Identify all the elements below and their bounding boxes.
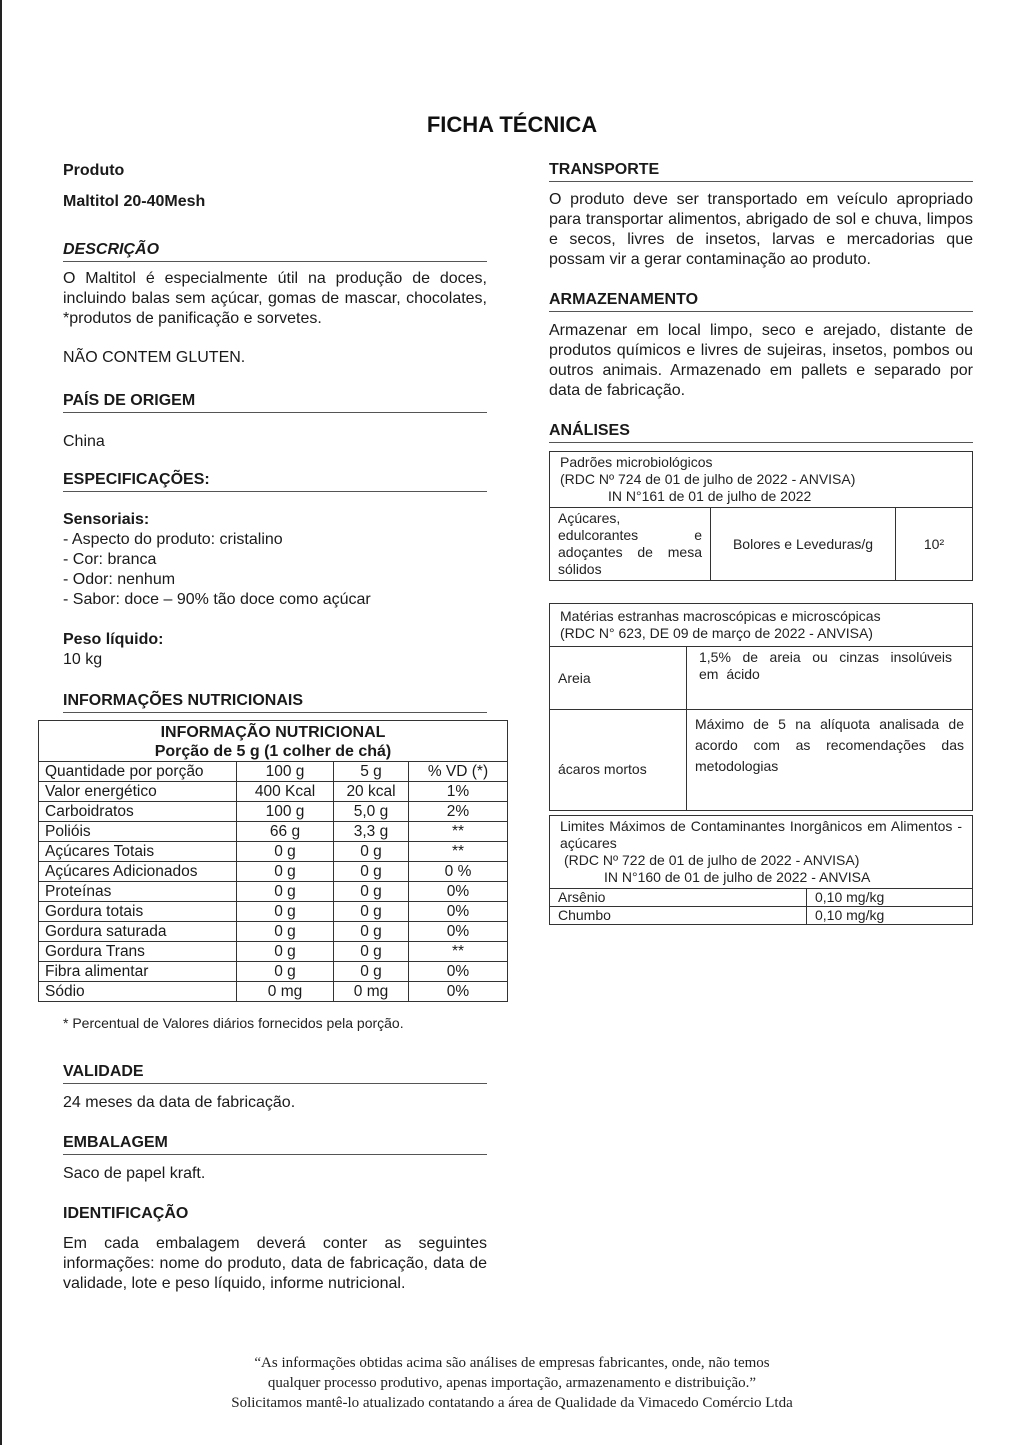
contaminante-name: Arsênio (550, 889, 807, 907)
value-100g: 0 g (237, 842, 334, 862)
nutrition-row (39, 902, 508, 922)
daily-value: 0% (409, 902, 508, 922)
materias-header (550, 604, 973, 647)
materias-row (550, 710, 973, 811)
sensorial-item: - Odor: nenhum (63, 571, 176, 588)
nutrient-name: Fibra alimentar (39, 962, 237, 982)
micro-limit: 10² (896, 508, 973, 581)
identificacao-section (63, 1204, 487, 1294)
nutrient-name: Sódio (39, 982, 237, 1002)
nutrient-name: Açúcares Totais (39, 842, 237, 862)
descricao-section (63, 241, 487, 368)
page-left-edge (0, 0, 2, 1445)
nutrient-name: Valor energético (39, 782, 237, 802)
footer-line: qualquer processo produtivo, apenas importação, armazenamento e distribuição.” (267, 1375, 757, 1391)
descricao-text: O Maltitol é especialmente útil na produção de doces, incluindo balas sem açúcar, gomas de mascar, chocolates, *produtos de panificação e sorvetes. (63, 270, 487, 327)
descricao-heading: DESCRIÇÃO (63, 241, 487, 262)
micro-parameter: Bolores e Leveduras/g (711, 508, 896, 581)
validade-heading: VALIDADE (63, 1063, 487, 1084)
column-header: Quantidade por porção (39, 762, 237, 782)
nutrition-row (39, 962, 508, 982)
contaminantes-header-line: Limites Máximos de Contaminantes Inorgânicos em Alimentos - açúcares (560, 818, 962, 851)
nutrient-name: Carboidratos (39, 802, 237, 822)
value-portion: 0 g (334, 902, 409, 922)
value-100g: 400 Kcal (237, 782, 334, 802)
value-portion: 5,0 g (334, 802, 409, 822)
nutrition-portion: Porção de 5 g (1 colher de chá) (154, 743, 392, 760)
nutrition-row (39, 842, 508, 862)
daily-value: 0% (409, 882, 508, 902)
value-100g: 0 mg (237, 982, 334, 1002)
nutricionais-section (63, 692, 487, 713)
materias-item: Areia (550, 647, 687, 710)
value-portion: 3,3 g (334, 822, 409, 842)
micro-table (549, 451, 973, 581)
nutrition-columns-row (39, 762, 508, 782)
value-100g: 0 g (237, 882, 334, 902)
value-100g: 100 g (237, 802, 334, 822)
sensorial-item: - Sabor: doce – 90% tão doce como açúcar (63, 591, 371, 608)
micro-header-line: IN N°161 de 01 de julho de 2022 (608, 488, 812, 504)
peso-label: Peso líquido: (63, 631, 164, 648)
column-header: 100 g (237, 762, 334, 782)
micro-row (550, 508, 973, 581)
nutrition-row (39, 982, 508, 1002)
nutrition-row (39, 882, 508, 902)
sensorial-item: - Cor: branca (63, 551, 157, 568)
sensoriais-label: Sensoriais: (63, 511, 150, 528)
materias-row (550, 647, 973, 710)
footer-line: “As informações obtidas acima são análises de empresas fabricantes, onde, não temos (254, 1355, 770, 1371)
daily-value: 0% (409, 982, 508, 1002)
materias-table (549, 603, 973, 811)
contaminantes-header-line: (RDC Nº 722 de 01 de julho de 2022 - ANVISA) (564, 852, 860, 868)
daily-value: ** (409, 822, 508, 842)
nutrition-row (39, 922, 508, 942)
nutrition-title-cell (39, 721, 508, 762)
especificacoes-section (63, 471, 487, 670)
nutrient-name: Gordura saturada (39, 922, 237, 942)
column-header: % VD (*) (409, 762, 508, 782)
page-title: FICHA TÉCNICA (426, 112, 598, 137)
transporte-text: O produto deve ser transportado em veículo apropriado para transportar alimentos, abrigado de sol e chuva, limpos e secos, livres de insetos, larvas e mercadorias que possam vir a gerar contaminação ao produto. (549, 191, 973, 268)
transporte-section (549, 161, 973, 270)
value-100g: 66 g (237, 822, 334, 842)
embalagem-text: Saco de papel kraft. (63, 1165, 206, 1182)
daily-value: 1% (409, 782, 508, 802)
column-header: 5 g (334, 762, 409, 782)
daily-value: 2% (409, 802, 508, 822)
footer-disclaimer (0, 1353, 1024, 1413)
nutrition-row (39, 782, 508, 802)
micro-header-line: Padrões microbiológicos (560, 454, 713, 470)
micro-header-line: (RDC Nº 724 de 01 de julho de 2022 - ANVISA) (560, 471, 856, 487)
analises-section (549, 422, 973, 443)
contaminante-limit: 0,10 mg/kg (807, 889, 973, 907)
nutrient-name: Açúcares Adicionados (39, 862, 237, 882)
contaminantes-header-row (550, 816, 973, 889)
armazenamento-heading: ARMAZENAMENTO (549, 291, 973, 312)
daily-value: ** (409, 942, 508, 962)
origem-text: China (63, 433, 105, 450)
gluten-note: NÃO CONTEM GLUTEN. (63, 349, 246, 366)
sensorial-item: - Aspecto do produto: cristalino (63, 531, 283, 548)
value-portion: 0 g (334, 962, 409, 982)
contaminante-limit: 0,10 mg/kg (807, 907, 973, 925)
nutrition-title: INFORMAÇÃO NUTRICIONAL (160, 724, 386, 741)
nutrition-row (39, 942, 508, 962)
nutrition-row (39, 802, 508, 822)
daily-value: 0% (409, 922, 508, 942)
value-100g: 0 g (237, 962, 334, 982)
value-100g: 0 g (237, 922, 334, 942)
identificacao-text: Em cada embalagem deverá conter as seguintes informações: nome do produto, data de fabricação, data de validade, lote e peso líquido, informe nutricional. (63, 1235, 487, 1292)
origem-heading: PAÍS DE ORIGEM (63, 392, 487, 413)
contaminante-name: Chumbo (550, 907, 807, 925)
nutrient-name: Gordura Trans (39, 942, 237, 962)
validade-text: 24 meses da data de fabricação. (63, 1094, 296, 1111)
nutrition-row (39, 862, 508, 882)
value-portion: 20 kcal (334, 782, 409, 802)
analises-heading: ANÁLISES (549, 422, 973, 443)
nutrition-table (38, 720, 508, 1002)
contaminantes-table (549, 815, 973, 925)
armazenamento-text: Armazenar em local limpo, seco e arejado, distante de produtos químicos e livres de sujeiras, insetos, pombos ou outros animais. Armazenado em pallets e separado por data de fabricação. (549, 322, 973, 399)
nutrition-row (39, 822, 508, 842)
transporte-heading: TRANSPORTE (549, 161, 973, 182)
contaminantes-row (550, 907, 973, 925)
value-portion: 0 g (334, 842, 409, 862)
materias-item: ácaros mortos (550, 710, 687, 811)
nutricionais-heading: INFORMAÇÕES NUTRICIONAIS (63, 692, 487, 713)
peso-value: 10 kg (63, 651, 103, 668)
value-100g: 0 g (237, 862, 334, 882)
armazenamento-section (549, 291, 973, 401)
value-portion: 0 mg (334, 982, 409, 1002)
value-portion: 0 g (334, 922, 409, 942)
product-name: Maltitol 20-40Mesh (63, 193, 206, 210)
nutrition-header-row (39, 721, 508, 762)
embalagem-section (63, 1134, 487, 1184)
nutrition-body (39, 782, 508, 1002)
materias-limit: Máximo de 5 na alíquota analisada de acordo com as recomendações das metodologias (687, 710, 973, 811)
materias-limit: 1,5% de areia ou cinzas insolúveis em ácido (687, 647, 973, 710)
value-100g: 0 g (237, 942, 334, 962)
identificacao-heading: IDENTIFICAÇÃO (63, 1205, 189, 1222)
footer-line: Solicitamos mantê-lo atualizado contatando a área de Qualidade da Vimacedo Comércio Ltda (231, 1395, 793, 1411)
origem-section (63, 392, 487, 452)
contaminantes-header-line: IN N°160 de 01 de julho de 2022 - ANVISA (604, 869, 871, 885)
materias-header-row (550, 604, 973, 647)
daily-value: 0% (409, 962, 508, 982)
nutrient-name: Proteínas (39, 882, 237, 902)
validade-section (63, 1063, 487, 1113)
value-100g: 0 g (237, 902, 334, 922)
contaminantes-row (550, 889, 973, 907)
daily-value: 0 % (409, 862, 508, 882)
nutrition-footnote: * Percentual de Valores diários fornecidos pela porção. (63, 1015, 404, 1031)
value-portion: 0 g (334, 942, 409, 962)
micro-category: Açúcares, edulcorantes e adoçantes de mesa sólidos (550, 508, 711, 581)
contaminantes-header (550, 816, 973, 889)
especificacoes-heading: ESPECIFICAÇÕES: (63, 471, 487, 492)
materias-header-line: (RDC N° 623, DE 09 de março de 2022 - ANVISA) (560, 625, 873, 641)
micro-header-row (550, 452, 973, 508)
product-label: Produto (63, 162, 125, 179)
embalagem-heading: EMBALAGEM (63, 1134, 487, 1155)
nutrient-name: Polióis (39, 822, 237, 842)
daily-value: ** (409, 842, 508, 862)
micro-header (550, 452, 973, 508)
value-portion: 0 g (334, 862, 409, 882)
nutrient-name: Gordura totais (39, 902, 237, 922)
value-portion: 0 g (334, 882, 409, 902)
materias-header-line: Matérias estranhas macroscópicas e microscópicas (560, 608, 881, 624)
